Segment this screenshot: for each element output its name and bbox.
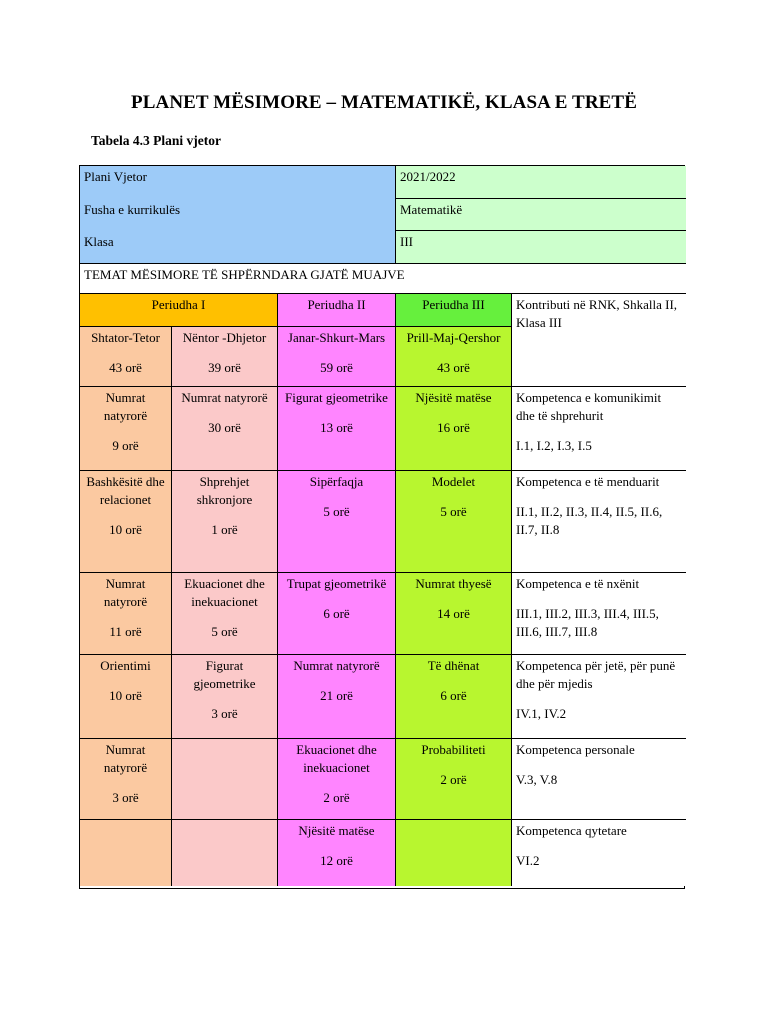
- topic-hours: 5 orë: [440, 504, 467, 519]
- contribution-header: [512, 294, 686, 387]
- topic-cell: [172, 471, 278, 573]
- topics-heading-cell: [80, 264, 686, 294]
- topic-name: Njësitë matëse: [415, 390, 492, 405]
- topic-name: Numrat natyrorë: [181, 390, 268, 405]
- topic-cell: [172, 655, 278, 739]
- topic-hours: 3 orë: [112, 790, 139, 805]
- topic-name: Figurat gjeometrike: [285, 390, 388, 405]
- competence-name: Kompetenca personale: [516, 742, 635, 757]
- period-1-header: [80, 294, 278, 327]
- topic-cell: [278, 820, 396, 886]
- period-3-header: [396, 294, 512, 327]
- empty-cell: [396, 820, 512, 886]
- month-cell: [278, 327, 396, 387]
- plani-value: 2021/2022: [400, 169, 456, 184]
- topic-cell: [278, 471, 396, 573]
- competence-codes: I.1, I.2, I.3, I.5: [516, 438, 592, 453]
- topic-hours: 11 orë: [109, 624, 142, 639]
- period-2-header: [278, 294, 396, 327]
- topic-cell: [396, 471, 512, 573]
- table-caption: Tabela 4.3 Plani vjetor: [91, 133, 221, 148]
- topic-name: Numrat natyrorë: [293, 658, 380, 673]
- month-name: Shtator-Tetor: [91, 330, 160, 345]
- competence-cell: [512, 739, 686, 820]
- topic-hours: 5 orë: [211, 624, 238, 639]
- annual-plan-table: [79, 165, 685, 889]
- topic-name: Ekuacionet dhe inekuacionet: [184, 576, 265, 609]
- topic-name: Të dhënat: [427, 658, 480, 673]
- topic-hours: 2 orë: [440, 772, 467, 787]
- topic-cell: [278, 387, 396, 471]
- topic-hours: 12 orë: [320, 853, 353, 868]
- topic-cell: [278, 739, 396, 820]
- topic-name: Figurat gjeometrike: [193, 658, 256, 691]
- fusha-value: Matematikë: [400, 202, 463, 217]
- month-cell: [172, 327, 278, 387]
- klasa-value: III: [400, 234, 413, 249]
- period-3-label: Periudha III: [422, 297, 485, 312]
- topic-cell: [396, 655, 512, 739]
- topic-name: Numrat natyrorë: [103, 390, 148, 423]
- topic-hours: 9 orë: [112, 438, 139, 453]
- topic-cell: [80, 573, 172, 655]
- competence-codes: V.3, V.8: [516, 772, 558, 787]
- topic-hours: 10 orë: [109, 688, 142, 703]
- competence-cell: [512, 573, 686, 655]
- month-name: Prill-Maj-Qershor: [406, 330, 501, 345]
- month-cell: [396, 327, 512, 387]
- topic-name: Njësitë matëse: [298, 823, 375, 838]
- month-name: Nëntor -Dhjetor: [182, 330, 267, 345]
- competence-codes: II.1, II.2, II.3, II.4, II.5, II.6, II.7, II.8: [516, 504, 663, 537]
- competence-cell: [512, 820, 686, 886]
- month-hours: 43 orë: [437, 360, 470, 375]
- contribution-label: Kontributi në RNK, Shkalla II, Klasa III: [516, 297, 678, 330]
- competence-name: Kompetenca për jetë, për punë dhe për mjedis: [516, 658, 676, 691]
- topic-hours: 10 orë: [109, 522, 142, 537]
- competence-cell: [512, 471, 686, 573]
- competence-name: Kompetenca e komunikimit dhe të shprehurit: [516, 390, 662, 423]
- topic-hours: 13 orë: [320, 420, 353, 435]
- topic-name: Probabiliteti: [421, 742, 486, 757]
- competence-name: Kompetenca e të nxënit: [516, 576, 640, 591]
- topic-name: Orientimi: [100, 658, 151, 673]
- month-hours: 39 orë: [208, 360, 241, 375]
- topic-cell: [172, 573, 278, 655]
- topic-cell: [80, 739, 172, 820]
- topic-hours: 30 orë: [208, 420, 241, 435]
- competence-cell: [512, 387, 686, 471]
- topic-name: Ekuacionet dhe inekuacionet: [296, 742, 377, 775]
- page-title: PLANET MËSIMORE – MATEMATIKË, KLASA E TRETË: [131, 92, 637, 113]
- competence-name: Kompetenca qytetare: [516, 823, 627, 838]
- topic-hours: 6 orë: [440, 688, 467, 703]
- topic-name: Numrat natyrorë: [103, 576, 148, 609]
- competence-cell: [512, 655, 686, 739]
- topic-hours: 6 orë: [323, 606, 350, 621]
- competence-name: Kompetenca e të menduarit: [516, 474, 660, 489]
- competence-codes: VI.2: [516, 853, 540, 868]
- empty-cell: [172, 820, 278, 886]
- month-hours: 43 orë: [109, 360, 142, 375]
- topic-hours: 5 orë: [323, 504, 350, 519]
- topic-cell: [278, 655, 396, 739]
- topic-hours: 2 orë: [323, 790, 350, 805]
- competence-codes: IV.1, IV.2: [516, 706, 567, 721]
- topic-hours: 14 orë: [437, 606, 470, 621]
- month-name: Janar-Shkurt-Mars: [287, 330, 386, 345]
- topic-name: Modelet: [431, 474, 476, 489]
- empty-cell: [80, 820, 172, 886]
- topic-cell: [396, 739, 512, 820]
- fusha-label-cell: [80, 199, 396, 231]
- competence-codes: III.1, III.2, III.3, III.4, III.5, III.6, III.7, III.8: [516, 606, 659, 639]
- topic-hours: 21 orë: [320, 688, 353, 703]
- topic-hours: 16 orë: [437, 420, 470, 435]
- topic-name: Numrat natyrorë: [103, 742, 148, 775]
- topics-heading: TEMAT MËSIMORE TË SHPËRNDARA GJATË MUAJVE: [84, 267, 405, 282]
- topic-name: Numrat thyesë: [415, 576, 492, 591]
- topic-cell: [278, 573, 396, 655]
- topic-cell: [80, 387, 172, 471]
- topic-cell: [396, 573, 512, 655]
- topic-cell: [172, 387, 278, 471]
- topic-name: Trupat gjeometrikë: [286, 576, 387, 591]
- period-1-label: Periudha I: [151, 297, 206, 312]
- topic-hours: 1 orë: [211, 522, 238, 537]
- month-hours: 59 orë: [320, 360, 353, 375]
- period-2-label: Periudha II: [307, 297, 366, 312]
- topic-name: Shprehjet shkronjore: [196, 474, 253, 507]
- plani-label: Plani Vjetor: [84, 169, 147, 184]
- topic-name: Bashkësitë dhe relacionet: [86, 474, 165, 507]
- topic-cell: [80, 655, 172, 739]
- plani-value-cell: [396, 166, 686, 199]
- klasa-label: Klasa: [84, 234, 114, 249]
- fusha-label: Fusha e kurrikulës: [84, 202, 181, 217]
- plani-label-cell: [80, 166, 396, 199]
- month-cell: [80, 327, 172, 387]
- topic-name: Sipërfaqja: [309, 474, 364, 489]
- topic-cell: [396, 387, 512, 471]
- topic-hours: 3 orë: [211, 706, 238, 721]
- fusha-value-cell: [396, 199, 686, 231]
- topic-cell: [80, 471, 172, 573]
- klasa-label-cell: [80, 231, 396, 264]
- klasa-value-cell: [396, 231, 686, 264]
- empty-cell: [172, 739, 278, 820]
